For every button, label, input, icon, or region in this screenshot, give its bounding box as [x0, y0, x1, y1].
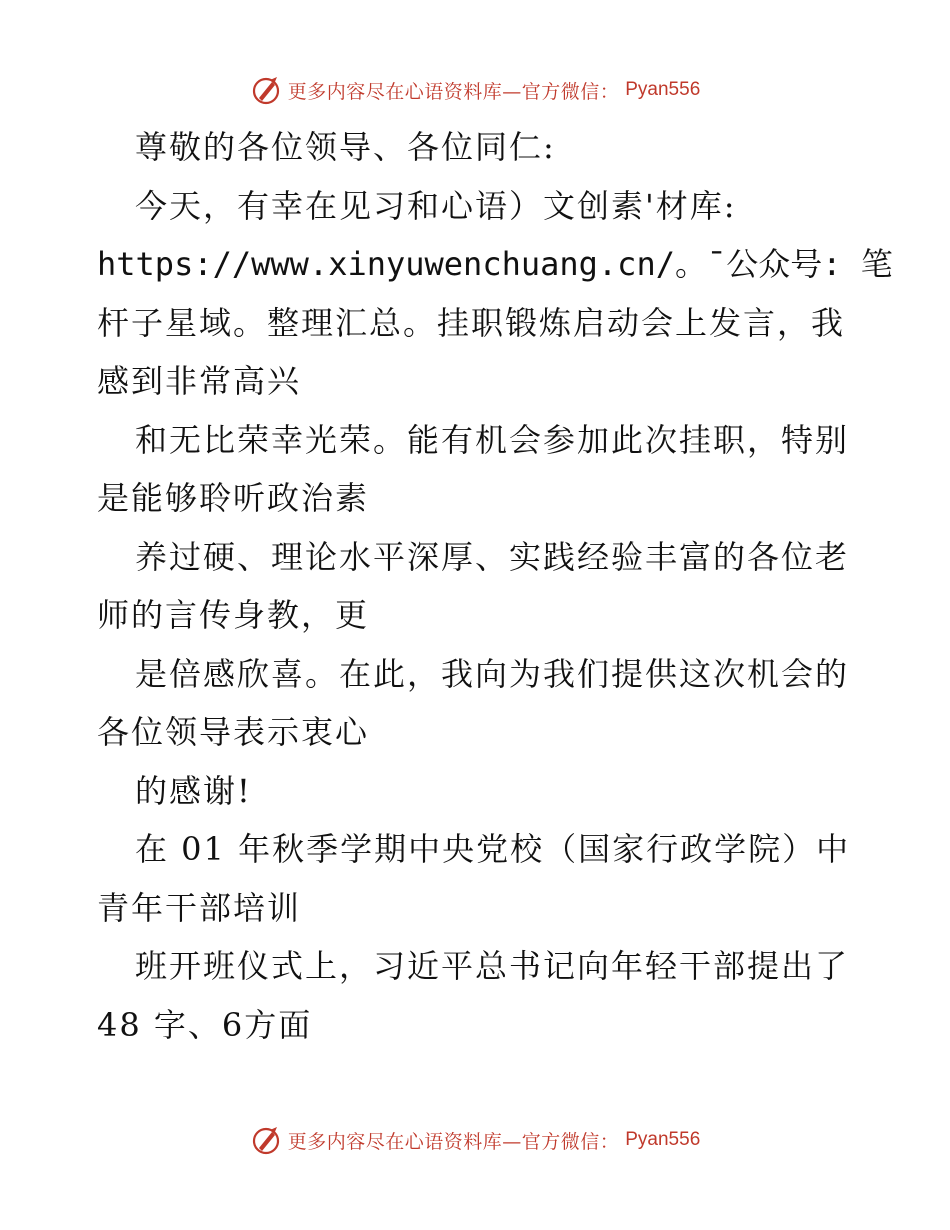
body-line: 尊敬的各位领导、各位同仁: — [135, 128, 556, 166]
header-banner — [0, 70, 950, 110]
footer-banner — [0, 1120, 950, 1160]
header-slogan: 更多内容尽在心语资料库—官方微信： — [287, 80, 620, 103]
body-line: 今天，有幸在见习和心语）文创素'材库: — [135, 186, 737, 225]
body-line: 感到非常高兴 — [97, 362, 302, 400]
footer-slogan: 更多内容尽在心语资料库—官方微信： — [287, 1130, 620, 1153]
body-line: https://www.xinyuwenchuang.cn/。¯公众号: 笔 — [97, 245, 893, 283]
body-line: 班开班仪式上，习近平总书记向年轻干部提出了 — [135, 947, 850, 985]
body-line: 的感谢! — [135, 771, 252, 810]
body-line: 48 字、6方面 — [97, 1005, 313, 1044]
body-line: 是倍感欣喜。在此，我向为我们提供这次机会的 — [135, 654, 850, 693]
body-line: 师的言传身教，更 — [97, 596, 370, 634]
body-line: 在 01 年秋季学期中央党校（国家行政学院）中 — [135, 830, 851, 868]
quill-pen-logo-icon — [250, 74, 282, 106]
quill-pen-logo-icon — [250, 1124, 282, 1156]
footer-wechat-id: Pyan556 — [625, 1129, 701, 1150]
body-line: 养过硬、理论水平深厚、实践经验丰富的各位老 — [135, 537, 850, 576]
document-body — [97, 118, 893, 1054]
body-line: 杆子星域。整理汇总。挂职锻炼启动会上发言，我 — [97, 303, 846, 342]
body-line: 青年干部培训 — [97, 888, 302, 927]
body-line: 各位领导表示衷心 — [97, 713, 370, 751]
body-line: 和无比荣幸光荣。能有机会参加此次挂职，特别 — [135, 420, 850, 459]
header-wechat-id: Pyan556 — [625, 79, 701, 100]
body-line: 是能够聆听政治素 — [97, 479, 370, 517]
